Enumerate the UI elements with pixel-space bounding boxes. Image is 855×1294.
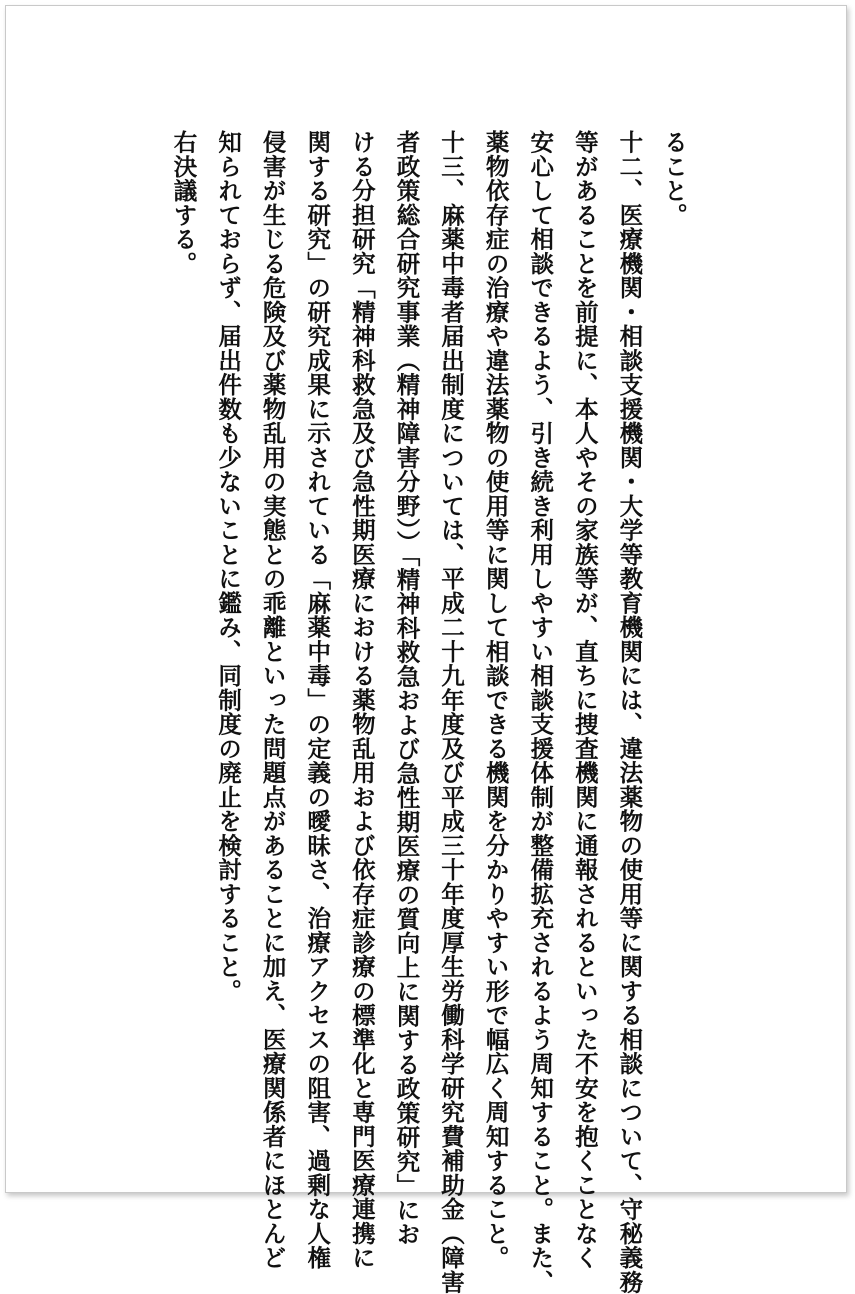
document-page — [5, 5, 847, 1294]
text-line: 侵害が生じる危険及び薬物乱用の実態との乖離といった問題点があることに加え、医療関係者にほとんど — [258, 130, 287, 1270]
text-line: 知られておらず、届出件数も少ないことに鑑み、同制度の廃止を検討すること。 — [214, 130, 243, 1003]
text-line: 関する研究」の研究成果に示されている「麻薬中毒」の定義の曖昧さ、治療アクセスの阻害、過剰な人権 — [303, 130, 332, 1270]
text-line: 右決議する。 — [169, 130, 198, 276]
text-line: 薬物依存症の治療や違法薬物の使用等に関して相談できる機関を分かりやすい形で幅広く周知すること。 — [481, 130, 510, 1270]
vertical-text-body — [169, 130, 696, 1294]
text-line: 者政策総合研究事業（精神障害分野））「精神科救急および急性期医療の質向上に関する政策研究」にお — [392, 130, 421, 1247]
text-line: 十三、麻薬中毒者届出制度については、平成二十九年度及び平成三十年度厚生労働科学研究費補助金（障害 — [437, 130, 466, 1294]
text-line: 安心して相談できるよう、引き続き利用しやすい相談支援体制が整備拡充されるよう周知すること。また、 — [526, 130, 555, 1294]
text-line: 十二、医療機関・相談支援機関・大学等教育機関には、違法薬物の使用等に関する相談について、守秘義務 — [615, 130, 644, 1294]
text-line: ける分担研究「精神科救急及び急性期医療における薬物乱用および依存症診療の標準化と専門医療連携に — [347, 130, 376, 1270]
text-line: ること。 — [660, 130, 688, 227]
text-line: 等があることを前提に、本人やその家族等が、直ちに捜査機関に通報されるといった不安を抱くことなく — [570, 130, 599, 1270]
